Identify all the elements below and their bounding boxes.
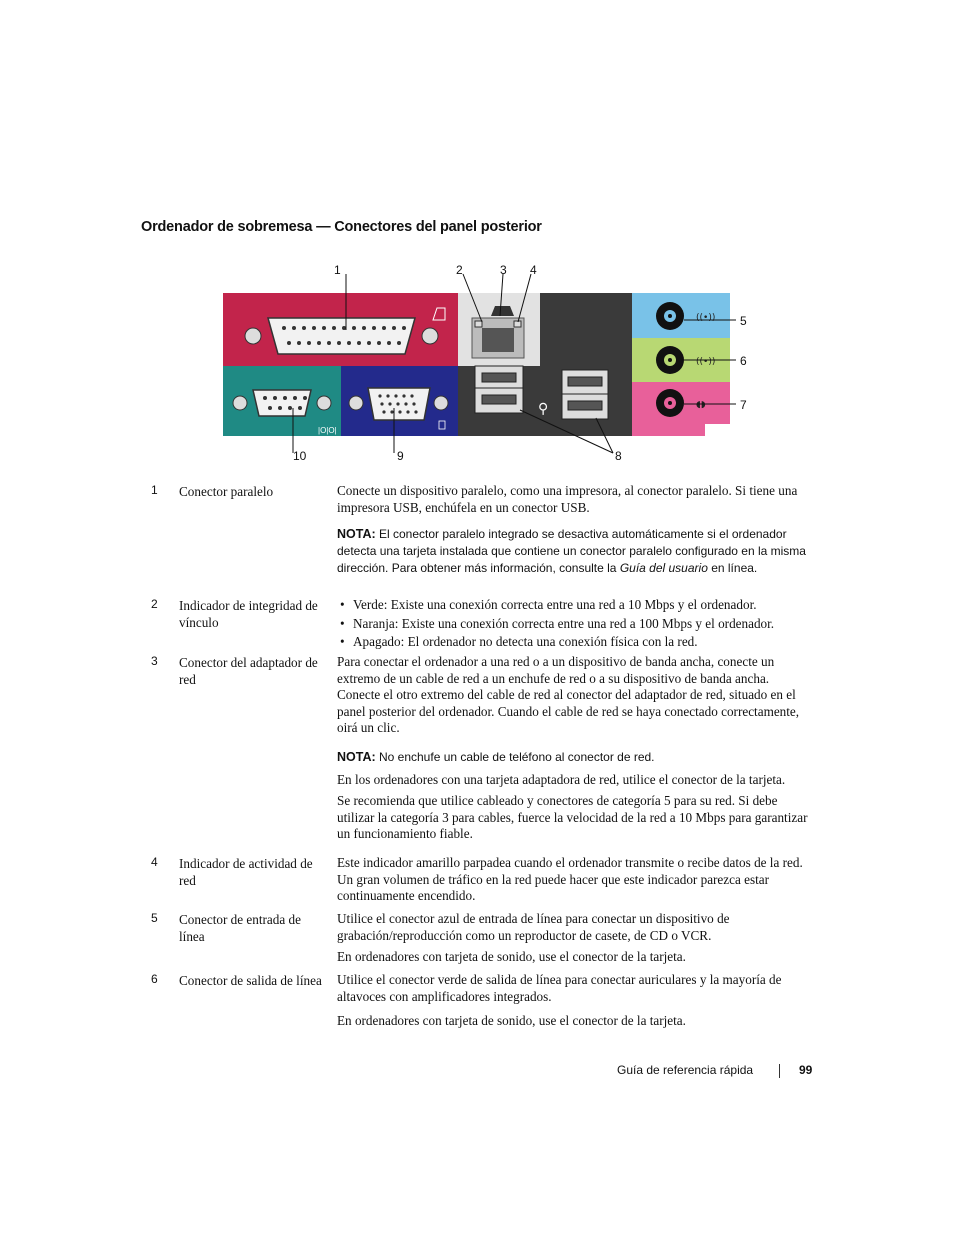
list-item: • Apagado: El ordenador no detecta una conexión física con la red. [337,634,809,651]
callout-6: 6 [740,354,747,368]
section-heading: Ordenador de sobremesa — Conectores del panel posterior [141,219,542,235]
description-text: En los ordenadores con una tarjeta adaptadora de red, utilice el conector de la tarjeta. [337,771,786,787]
callout-10: 10 [293,449,307,463]
page-number: 99 [799,1063,813,1077]
row-name: Conector de salida de línea [179,973,322,988]
description-text: Se recomienda que utilice cableado y conectores de categoría 5 para su red. Si debe utilizar la categoría 3 para cables, fuerce la velocidad de la red a 10 Mbps para garantizar un funcionamiento fiable. [337,793,808,841]
svg-text:|O|O|: |O|O| [318,426,337,435]
row-number: 3 [151,654,158,668]
row-number: 5 [151,911,158,925]
row-name: Conector paralelo [179,484,274,499]
bullet-list [337,597,809,651]
note: NOTA: El conector paralelo integrado se desactiva automáticamente si el ordenador detecta una tarjeta instalada que contiene un conector paralelo configurado en la misma dirección. Para obtener más información, consulte la Guía del usuario en línea. [337,527,806,575]
back-panel-figure [220,258,760,468]
list-item: • Verde: Existe una conexión correcta entre una red a 10 Mbps y el ordenador. [337,597,809,614]
row-name: Indicador de integridad de vínculo [179,598,318,630]
callout-1: 1 [334,263,341,277]
description-text: Este indicador amarillo parpadea cuando el ordenador transmite o recibe datos de la red. Un gran volumen de tráfico en la red puede hacer que este indicador parezca estar continuamente encendido. [337,855,803,903]
footer-divider [779,1064,780,1078]
callout-9: 9 [397,449,404,463]
svg-text:((•)): ((•)) [696,313,716,323]
row-number: 1 [151,483,158,497]
callout-5: 5 [740,314,747,328]
row-number: 2 [151,597,158,611]
callout-8: 8 [615,449,622,463]
list-item: • Naranja: Existe una conexión correcta entre una red a 100 Mbps y el ordenador. [337,616,809,633]
description-text: Utilice el conector verde de salida de línea para conectar auriculares y la mayoría de altavoces con amplificadores integrados. [337,972,782,1004]
callout-2: 2 [456,263,463,277]
description-text: En ordenadores con tarjeta de sonido, use el conector de la tarjeta. [337,949,686,964]
row-description [337,855,809,910]
footer-title: Guía de referencia rápida [617,1063,754,1077]
callout-7: 7 [740,398,747,412]
row-description [337,911,809,971]
row-description [337,654,809,848]
description-text: Utilice el conector azul de entrada de línea para conectar un dispositivo de grabación/reproducción como un reproductor de casete, de CD o VCR. [337,911,730,943]
row-name: Conector de entrada de línea [179,912,301,944]
svg-text:◖◗: ◖◗ [696,400,706,410]
callout-4: 4 [530,263,537,277]
description-text: En ordenadores con tarjeta de sonido, use el conector de la tarjeta. [337,1013,686,1028]
row-number: 6 [151,972,158,986]
svg-text:((•)): ((•)) [696,357,716,367]
row-description [337,483,809,582]
description-text: Para conectar el ordenador a una red o a un dispositivo de banda ancha, conecte un extremo de un cable de red a un enchufe de red o a su dispositivo de banda ancha. Conecte el otro extremo del cable de red al conector del adaptador de red, situado en el panel posterior del ordenador. Cuando el cable de red se haya conectado correctamente, oirá un clic. [337,654,800,735]
row-name: Indicador de actividad de red [179,856,313,888]
note: NOTA: No enchufe un cable de teléfono al conector de red. [337,749,655,764]
row-name: Conector del adaptador de red [179,655,318,687]
description-text: Conecte un dispositivo paralelo, como una impresora, al conector paralelo. Si tiene una impresora USB, enchúfela en un conector USB. [337,483,798,515]
row-number: 4 [151,855,158,869]
callout-3: 3 [500,263,507,277]
row-description [337,972,809,1035]
row-description [337,597,809,653]
usb-icon: ⚲ [538,401,549,417]
